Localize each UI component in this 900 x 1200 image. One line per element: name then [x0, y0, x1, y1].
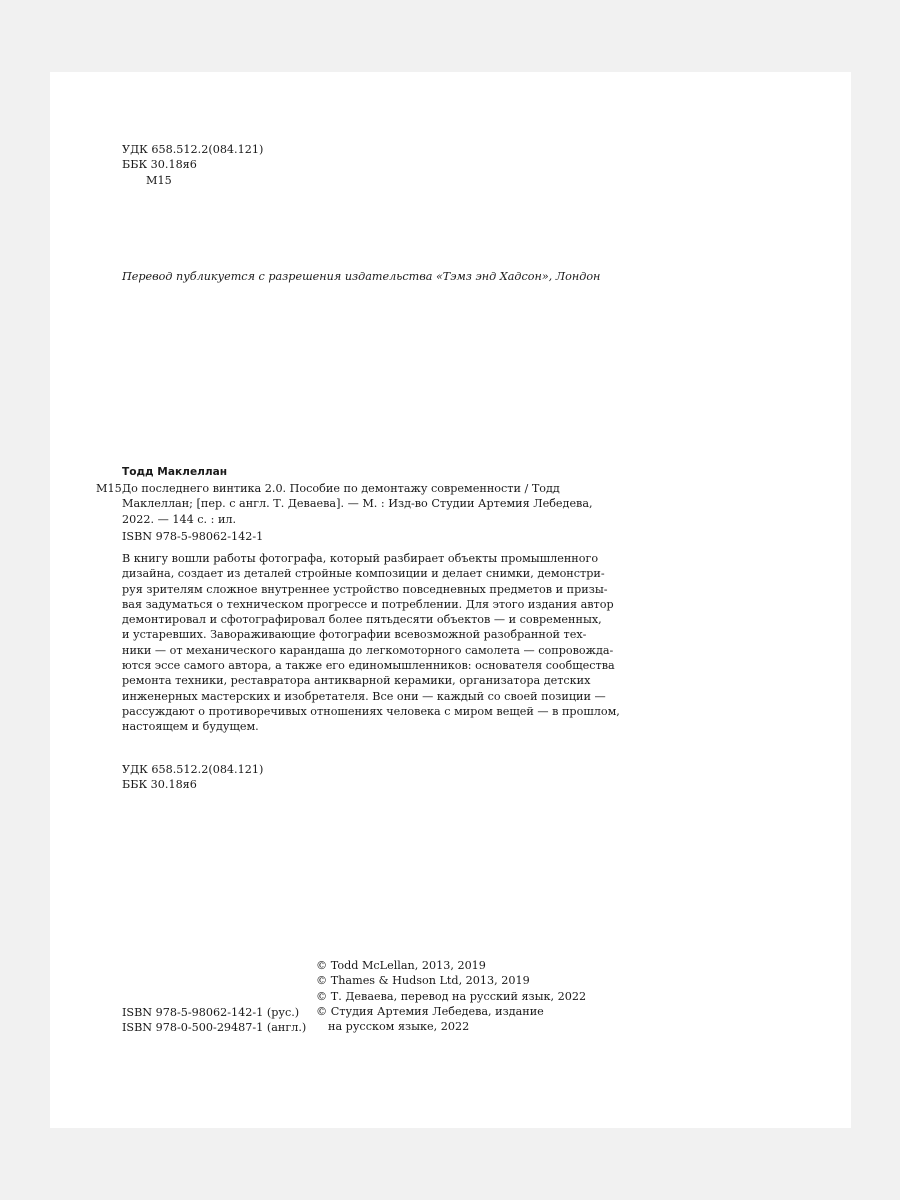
- author-mark-top: М15: [146, 173, 172, 187]
- abstract-line: ники — от механического карандаша до легкомоторного самолета — сопровожда-: [122, 643, 614, 657]
- title-line: 2022. — 144 с. : ил.: [122, 512, 237, 526]
- abstract-line: дизайна, создает из деталей стройные композиции и делает снимки, демонстри-: [122, 567, 605, 581]
- copyright-line: © Thames & Hudson Ltd, 2013, 2019: [316, 974, 530, 988]
- isbn-english: ISBN 978-0-500-29487-1 (англ.): [122, 1021, 307, 1035]
- udk-code-top: УДК 658.512.2(084.121): [122, 143, 264, 156]
- record-isbn: ISBN 978-5-98062-142-1: [122, 530, 264, 543]
- bbk-code-bottom: ББК 30.18я6: [122, 778, 197, 792]
- isbn-list: [122, 1005, 306, 1036]
- record-title: [122, 481, 593, 527]
- abstract-line: и устаревших. Завораживающие фотографии всевозможной разобранной тех-: [122, 628, 587, 642]
- copyright-line: © Т. Деваева, перевод на русский язык, 2022: [316, 989, 587, 1003]
- permission-note: Перевод публикуется с разрешения издательства «Тэмз энд Хадсон», Лондон: [122, 270, 601, 283]
- abstract-line: ются эссе самого автора, а также его единомышленников: основателя сообщества: [122, 659, 615, 673]
- bbk-code-top: ББК 30.18я6: [122, 158, 197, 172]
- classification-bottom: [122, 762, 263, 793]
- abstract-line: руя зрителям сложное внутреннее устройство повседневных предметов и призы-: [122, 582, 608, 596]
- abstract-line: демонтировал и сфотографировал более пятьдесяти объектов — и современных,: [122, 613, 602, 627]
- title-line: Маклеллан; [пер. с англ. Т. Деваева]. — М. : Изд-во Студии Артемия Лебедева,: [122, 497, 593, 511]
- title-line: До последнего винтика 2.0. Пособие по демонтажу современности / Тодд: [122, 482, 560, 495]
- abstract-line: инженерных мастерских и изобретателя. Все они — каждый со своей позиции —: [122, 689, 606, 703]
- udk-code-bottom: УДК 658.512.2(084.121): [122, 763, 264, 776]
- abstract-line: ремонта техники, реставратора антикварной керамики, организатора детских: [122, 674, 591, 688]
- copyright-line: на русском языке, 2022: [328, 1020, 470, 1034]
- copyright-line: © Студия Артемия Лебедева, издание: [316, 1004, 544, 1018]
- isbn-russian: ISBN 978-5-98062-142-1 (рус.): [122, 1006, 300, 1019]
- abstract-line: настоящем и будущем.: [122, 720, 259, 734]
- classification-top: [122, 142, 263, 188]
- book-page: [50, 72, 851, 1128]
- abstract-line: В книгу вошли работы фотографа, который разбирает объекты промышленного: [122, 552, 599, 565]
- record-author-mark: М15: [96, 482, 122, 495]
- abstract-line: рассуждают о противоречивых отношениях человека с миром вещей — в прошлом,: [122, 704, 620, 718]
- copyright-line: © Todd McLellan, 2013, 2019: [316, 959, 486, 972]
- copyright-notices: [316, 958, 586, 1034]
- record-author: Тодд Маклеллан: [122, 466, 228, 478]
- record-abstract: [122, 551, 620, 735]
- abstract-line: вая задуматься о техническом прогрессе и потреблении. Для этого издания автор: [122, 597, 614, 611]
